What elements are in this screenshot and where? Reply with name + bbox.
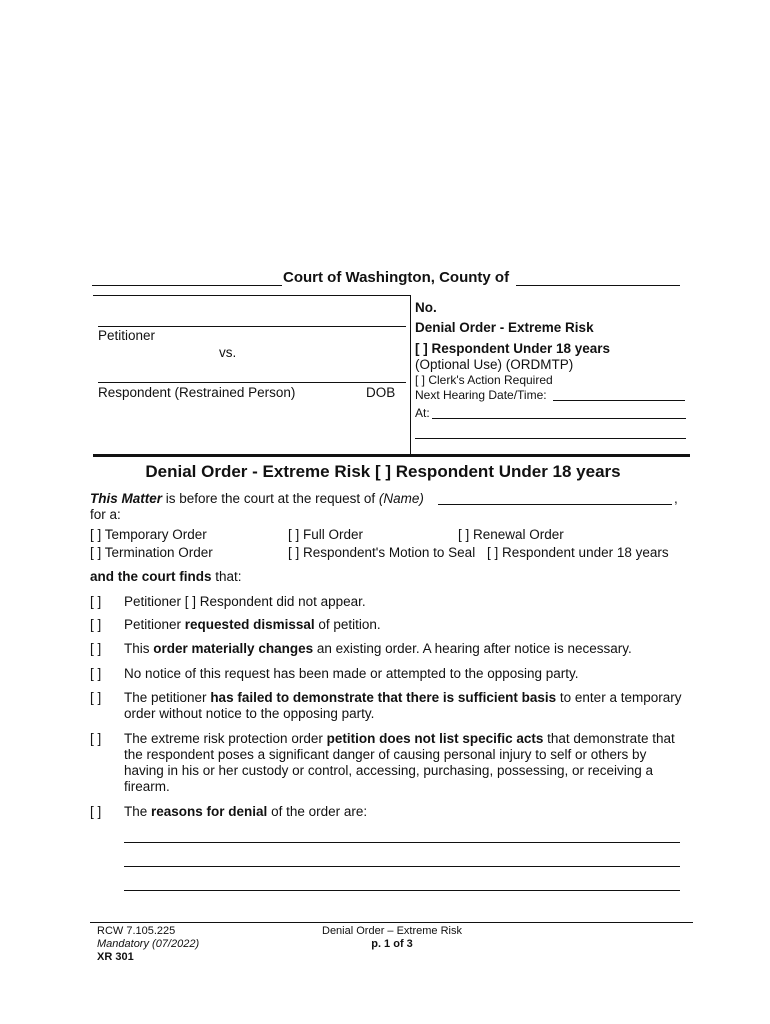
finding-text: of the order are: bbox=[267, 804, 368, 819]
reasons-blank-2[interactable] bbox=[124, 866, 680, 867]
finding-bold-text: has failed to demonstrate that there is sufficient basis bbox=[210, 690, 557, 705]
caption-bottom-rule bbox=[93, 454, 690, 457]
full-order-checkbox[interactable]: [ ] Full Order bbox=[288, 527, 364, 542]
court-finds-bold: and the court finds bbox=[90, 569, 212, 584]
respondent-label: Respondent (Restrained Person) bbox=[98, 385, 296, 400]
footer-rule bbox=[90, 922, 693, 923]
clerk-action-checkbox[interactable]: [ ] Clerk's Action Required bbox=[415, 373, 553, 387]
intro-comma: , bbox=[674, 491, 678, 506]
form-title-line1: Denial Order - Extreme Risk bbox=[415, 320, 594, 335]
finding-text: No notice of this request has been made or attempted to the opposing party. bbox=[124, 666, 579, 681]
for-a-label: for a: bbox=[90, 507, 121, 522]
this-matter-label: This Matter bbox=[90, 491, 163, 506]
footer-rcw: RCW 7.105.225 bbox=[97, 925, 176, 937]
at-label: At: bbox=[415, 406, 430, 420]
finding-bold-text: requested dismissal bbox=[184, 617, 315, 632]
finding-text: The bbox=[124, 804, 152, 819]
form-title-line2: [ ] Respondent Under 18 years bbox=[415, 341, 611, 356]
next-hearing-blank[interactable] bbox=[553, 400, 685, 401]
finding-text: to enter a temporary order without notice to the opposing party. bbox=[124, 690, 682, 721]
caption-divider bbox=[410, 296, 411, 456]
finding-checkbox[interactable]: [ ] bbox=[90, 804, 102, 819]
footer-page-number: p. 1 of 3 bbox=[371, 938, 413, 950]
footer-center-title: Denial Order – Extreme Risk bbox=[322, 925, 462, 937]
finding-bold-text: order materially changes bbox=[153, 641, 314, 656]
petitioner-label: Petitioner bbox=[98, 328, 156, 343]
finding-text: Petitioner bbox=[124, 617, 185, 632]
finding-text: of petition. bbox=[314, 617, 381, 632]
finding-text: The petitioner bbox=[124, 690, 211, 705]
reasons-blank-3[interactable] bbox=[124, 890, 680, 891]
finding-bold-text: petition does not list specific acts bbox=[326, 731, 544, 746]
document-title: Denial Order - Extreme Risk [ ] Respondent Under 18 years bbox=[145, 462, 621, 481]
court-finds-line bbox=[90, 569, 242, 585]
caption-top-line bbox=[93, 295, 411, 296]
at-blank-1[interactable] bbox=[432, 418, 686, 419]
court-header: Court of Washington, County of bbox=[283, 269, 510, 286]
next-hearing-label: Next Hearing Date/Time: bbox=[415, 388, 547, 402]
motion-to-seal-checkbox[interactable]: [ ] Respondent's Motion to Seal bbox=[288, 545, 476, 560]
finding-checkbox[interactable]: [ ] bbox=[90, 617, 102, 632]
at-blank-2[interactable] bbox=[415, 438, 686, 439]
termination-order-checkbox[interactable]: [ ] Termination Order bbox=[90, 545, 213, 560]
intro-text: is before the court at the request of bbox=[162, 491, 379, 506]
finding-text: This bbox=[124, 641, 154, 656]
dob-label: DOB bbox=[366, 385, 396, 400]
finding-checkbox[interactable]: [ ] bbox=[90, 666, 102, 681]
under-18-checkbox[interactable]: [ ] Respondent under 18 years bbox=[487, 545, 669, 560]
finding-bold-text: reasons for denial bbox=[151, 804, 268, 819]
respondent-blank[interactable] bbox=[98, 382, 406, 383]
petitioner-blank[interactable] bbox=[98, 326, 406, 327]
finding-checkbox[interactable]: [ ] bbox=[90, 690, 102, 705]
court-name-blank[interactable] bbox=[92, 285, 282, 286]
case-no-label: No. bbox=[415, 300, 437, 315]
finding-text: The extreme risk protection order bbox=[124, 731, 327, 746]
requester-name-blank[interactable] bbox=[438, 504, 672, 505]
footer-form-number: XR 301 bbox=[97, 951, 134, 963]
finding-checkbox[interactable]: [ ] bbox=[90, 731, 102, 746]
reasons-blank-1[interactable] bbox=[124, 842, 680, 843]
renewal-order-checkbox[interactable]: [ ] Renewal Order bbox=[458, 527, 564, 542]
vs-label: vs. bbox=[219, 345, 237, 360]
court-finds-rest: that: bbox=[211, 569, 242, 584]
intro-name-label: (Name) bbox=[378, 491, 424, 506]
finding-checkbox[interactable]: [ ] bbox=[90, 594, 102, 609]
finding-text: an existing order. A hearing after notice is necessary. bbox=[313, 641, 632, 656]
finding-checkbox[interactable]: [ ] bbox=[90, 641, 102, 656]
temporary-order-checkbox[interactable]: [ ] Temporary Order bbox=[90, 527, 207, 542]
county-blank[interactable] bbox=[516, 285, 680, 286]
form-title-line3: (Optional Use) (ORDMTP) bbox=[415, 357, 574, 372]
finding-text: Petitioner [ ] Respondent did not appear. bbox=[124, 594, 366, 609]
footer-mandatory: Mandatory (07/2022) bbox=[97, 938, 200, 950]
finding-text: that demonstrate that the respondent poses a significant danger of causing personal injury to self or others by having in his or her custody or control, accessing, purchasing, possessing, or receiving a firearm. bbox=[124, 731, 675, 794]
